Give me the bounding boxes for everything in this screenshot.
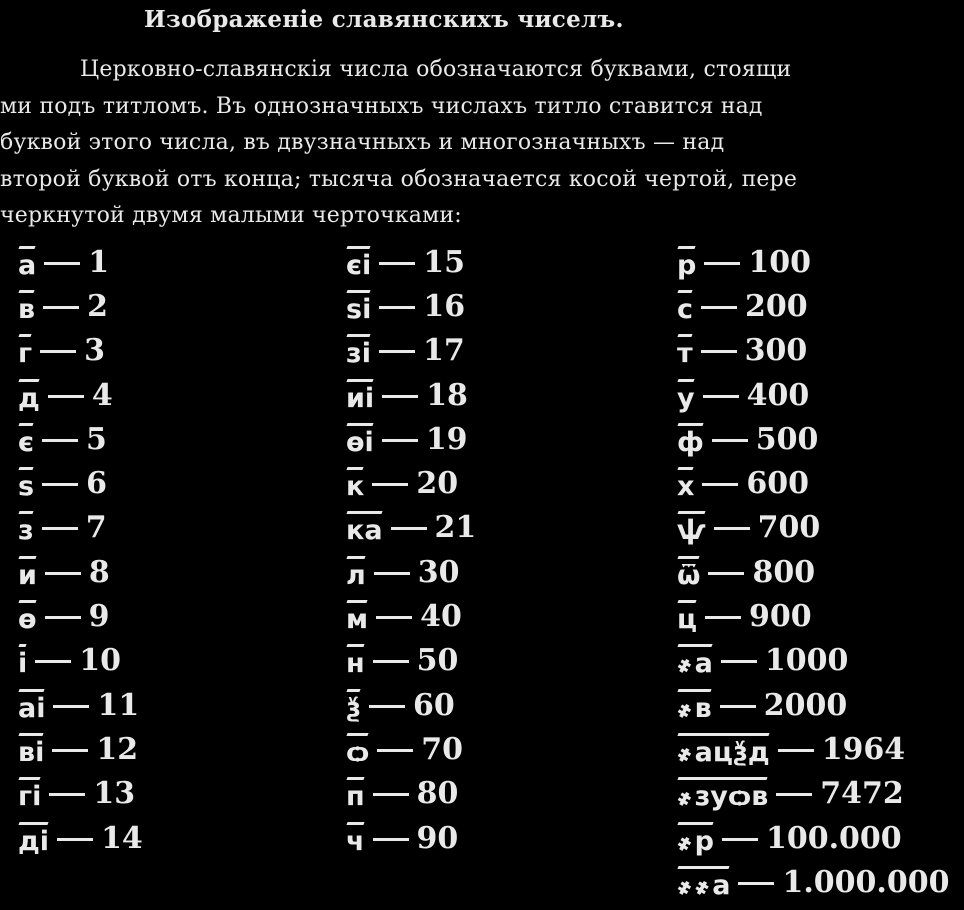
numeral-row xyxy=(18,594,143,638)
arabic-value: 9 xyxy=(88,599,110,635)
arabic-value: 100.000 xyxy=(765,820,902,856)
slavonic-numeral: ѱ xyxy=(677,509,706,546)
slavonic-numeral: і xyxy=(18,642,27,679)
slavonic-numeral: д xyxy=(18,377,40,414)
arabic-value: 2 xyxy=(87,288,108,324)
intro-paragraph xyxy=(0,52,964,235)
em-dash-separator xyxy=(702,483,738,486)
numeral-row xyxy=(18,329,143,373)
arabic-value: 80 xyxy=(416,776,459,812)
em-dash-separator xyxy=(701,306,737,309)
numeral-row xyxy=(18,506,143,550)
slavonic-numeral: ка xyxy=(346,509,383,546)
numeral-row xyxy=(346,683,476,727)
arabic-value: 2000 xyxy=(763,687,848,723)
slavonic-numeral: ф xyxy=(677,421,704,458)
slavonic-numeral: к xyxy=(346,465,364,502)
slavonic-numeral: л xyxy=(346,554,366,591)
arabic-value: 900 xyxy=(749,599,812,635)
numeral-row xyxy=(18,683,143,727)
slavonic-numeral: ѯ xyxy=(346,687,361,724)
em-dash-separator xyxy=(45,616,81,619)
numeral-column-3 xyxy=(677,240,949,904)
arabic-value: 800 xyxy=(752,554,816,590)
slavonic-numeral: є xyxy=(18,421,34,458)
paragraph-line: ми подъ титломъ. Въ однозначныхъ числахъ титло ставится над xyxy=(0,93,763,119)
paragraph-line: Церковно-славянскія числа обозначаются буквами, стоящи xyxy=(80,57,792,82)
numeral-row xyxy=(346,639,476,683)
em-dash-separator xyxy=(44,262,80,265)
arabic-value: 90 xyxy=(416,820,459,856)
slavonic-numeral: ҂в xyxy=(677,687,712,724)
arabic-value: 40 xyxy=(420,599,462,635)
em-dash-separator xyxy=(52,749,88,752)
em-dash-separator xyxy=(372,483,408,486)
numeral-row xyxy=(677,860,949,904)
slavonic-numeral: зі xyxy=(346,332,371,369)
em-dash-separator xyxy=(778,749,814,752)
numeral-row xyxy=(677,594,949,638)
arabic-value: 8 xyxy=(88,554,110,590)
slavonic-numeral: ҂р xyxy=(677,820,714,857)
arabic-value: 4 xyxy=(91,377,113,413)
slavonic-numeral: а xyxy=(18,244,36,281)
slavonic-numeral: єі xyxy=(346,244,371,281)
slavonic-numeral: ві xyxy=(18,731,44,768)
arabic-value: 19 xyxy=(425,421,468,457)
slavonic-numeral: ѕ xyxy=(18,465,34,502)
numeral-row xyxy=(18,284,143,328)
arabic-value: 60 xyxy=(413,687,455,723)
em-dash-separator xyxy=(42,483,78,486)
em-dash-separator xyxy=(708,572,744,575)
numeral-row xyxy=(677,373,949,417)
slavonic-numeral: ді xyxy=(18,820,49,857)
em-dash-separator xyxy=(714,527,750,530)
arabic-value: 600 xyxy=(746,466,810,502)
arabic-value: 17 xyxy=(422,333,465,369)
numeral-column-2 xyxy=(346,240,476,860)
em-dash-separator xyxy=(45,572,81,575)
arabic-value: 1.000.000 xyxy=(782,864,950,900)
arabic-value: 18 xyxy=(426,377,468,413)
paragraph-line: буквой этого числа, въ двузначныхъ и многозначныхъ — над xyxy=(0,130,725,155)
slavonic-numeral: н xyxy=(346,642,365,679)
arabic-value: 11 xyxy=(97,687,140,723)
numeral-column-1 xyxy=(18,240,143,860)
numeral-row xyxy=(346,594,476,638)
slavonic-numeral: ц xyxy=(677,598,697,635)
arabic-value: 1 xyxy=(88,244,110,280)
arabic-value: 30 xyxy=(417,554,460,590)
em-dash-separator xyxy=(379,350,415,353)
numeral-row xyxy=(677,506,949,550)
numeral-row xyxy=(18,772,143,816)
em-dash-separator xyxy=(35,660,71,663)
slavonic-numeral: з xyxy=(18,509,34,546)
numeral-row xyxy=(677,329,949,373)
arabic-value: 100 xyxy=(748,244,811,280)
slavonic-numeral: гі xyxy=(18,775,41,812)
slavonic-numeral: п xyxy=(346,775,365,812)
arabic-value: 3 xyxy=(84,333,105,369)
em-dash-separator xyxy=(720,705,756,708)
arabic-value: 1000 xyxy=(764,643,849,679)
numeral-row xyxy=(677,683,949,727)
slavonic-numeral: иі xyxy=(346,377,374,414)
em-dash-separator xyxy=(369,705,405,708)
em-dash-separator xyxy=(49,793,85,796)
em-dash-separator xyxy=(382,439,418,442)
numeral-row xyxy=(677,816,949,860)
arabic-value: 300 xyxy=(744,333,808,369)
slavonic-numeral: ҂зуѻв xyxy=(677,775,768,812)
em-dash-separator xyxy=(382,395,418,398)
numeral-row xyxy=(18,816,143,860)
arabic-value: 1964 xyxy=(821,731,906,767)
em-dash-separator xyxy=(704,262,740,265)
slavonic-numeral: ҂а xyxy=(677,642,713,679)
slavonic-numeral: аі xyxy=(18,687,45,724)
slavonic-numeral: в xyxy=(18,288,35,325)
em-dash-separator xyxy=(379,306,415,309)
arabic-value: 20 xyxy=(416,466,459,502)
em-dash-separator xyxy=(42,527,78,530)
slavonic-numeral: ҂҂а xyxy=(677,864,730,901)
numeral-row xyxy=(677,727,949,771)
em-dash-separator xyxy=(373,838,409,841)
numeral-row xyxy=(677,772,949,816)
arabic-value: 6 xyxy=(86,466,107,502)
numeral-row xyxy=(346,461,476,505)
arabic-value: 50 xyxy=(416,643,459,679)
numeral-row xyxy=(346,329,476,373)
slavonic-numeral: м xyxy=(346,598,368,635)
em-dash-separator xyxy=(53,705,89,708)
em-dash-separator xyxy=(377,749,413,752)
numeral-row xyxy=(18,639,143,683)
numeral-row xyxy=(18,550,143,594)
slavonic-numeral: ѿ xyxy=(677,554,700,591)
slavonic-numeral: ѳі xyxy=(346,421,374,458)
arabic-value: 500 xyxy=(755,421,819,457)
arabic-value: 5 xyxy=(86,421,107,457)
slavonic-numeral: ѳ xyxy=(18,598,37,635)
numeral-row xyxy=(346,506,476,550)
arabic-value: 200 xyxy=(745,288,808,324)
em-dash-separator xyxy=(703,395,739,398)
arabic-value: 400 xyxy=(746,377,810,413)
slavonic-numeral: т xyxy=(677,332,693,369)
numeral-row xyxy=(677,639,949,683)
arabic-value: 700 xyxy=(757,510,821,546)
em-dash-separator xyxy=(373,793,409,796)
page-title: Изображеніе славянскихъ чиселъ. xyxy=(144,6,624,33)
numeral-row xyxy=(346,772,476,816)
numeral-row xyxy=(677,461,949,505)
em-dash-separator xyxy=(43,306,79,309)
em-dash-separator xyxy=(376,616,412,619)
em-dash-separator xyxy=(57,838,93,841)
slavonic-numeral: у xyxy=(677,377,695,414)
numeral-row xyxy=(346,550,476,594)
em-dash-separator xyxy=(379,262,415,265)
numeral-row xyxy=(346,727,476,771)
numeral-row xyxy=(346,284,476,328)
numeral-row xyxy=(18,417,143,461)
paragraph-line: второй буквой отъ конца; тысяча обозначается косой чертой, пере xyxy=(0,166,798,192)
em-dash-separator xyxy=(40,350,76,353)
numeral-row xyxy=(18,727,143,771)
slavonic-numeral: ҂ацѯд xyxy=(677,731,770,768)
em-dash-separator xyxy=(712,439,748,442)
paragraph-line: черкнутой двумя малыми черточками: xyxy=(0,203,462,228)
numeral-row xyxy=(346,417,476,461)
slavonic-numeral: р xyxy=(677,244,696,281)
slavonic-numeral: ѕі xyxy=(346,288,371,325)
arabic-value: 14 xyxy=(101,820,143,856)
em-dash-separator xyxy=(705,616,741,619)
em-dash-separator xyxy=(374,572,410,575)
arabic-value: 16 xyxy=(423,288,466,324)
numeral-row xyxy=(346,240,476,284)
arabic-value: 12 xyxy=(96,731,139,767)
em-dash-separator xyxy=(776,793,812,796)
em-dash-separator xyxy=(738,882,774,885)
arabic-value: 7 xyxy=(85,510,107,546)
slavonic-numeral: х xyxy=(677,465,694,502)
numeral-row xyxy=(677,284,949,328)
em-dash-separator xyxy=(722,838,758,841)
slavonic-numeral: с xyxy=(677,288,693,325)
numeral-row xyxy=(18,461,143,505)
slavonic-numeral: и xyxy=(18,554,37,591)
arabic-value: 10 xyxy=(79,643,122,679)
slavonic-numeral: г xyxy=(18,332,32,369)
arabic-value: 15 xyxy=(423,244,466,280)
em-dash-separator xyxy=(48,395,84,398)
slavonic-numeral: ч xyxy=(346,820,365,857)
numeral-row xyxy=(677,240,949,284)
numeral-row xyxy=(18,240,143,284)
slavonic-numeral: ѻ xyxy=(346,731,369,768)
arabic-value: 13 xyxy=(93,776,136,812)
em-dash-separator xyxy=(42,439,78,442)
numeral-row xyxy=(18,373,143,417)
arabic-value: 21 xyxy=(434,510,477,546)
numeral-row xyxy=(677,550,949,594)
numeral-row xyxy=(677,417,949,461)
em-dash-separator xyxy=(701,350,737,353)
em-dash-separator xyxy=(391,527,427,530)
arabic-value: 70 xyxy=(421,731,464,767)
em-dash-separator xyxy=(373,660,409,663)
numeral-row xyxy=(346,373,476,417)
numeral-row xyxy=(346,816,476,860)
em-dash-separator xyxy=(721,660,757,663)
arabic-value: 7472 xyxy=(820,776,904,812)
